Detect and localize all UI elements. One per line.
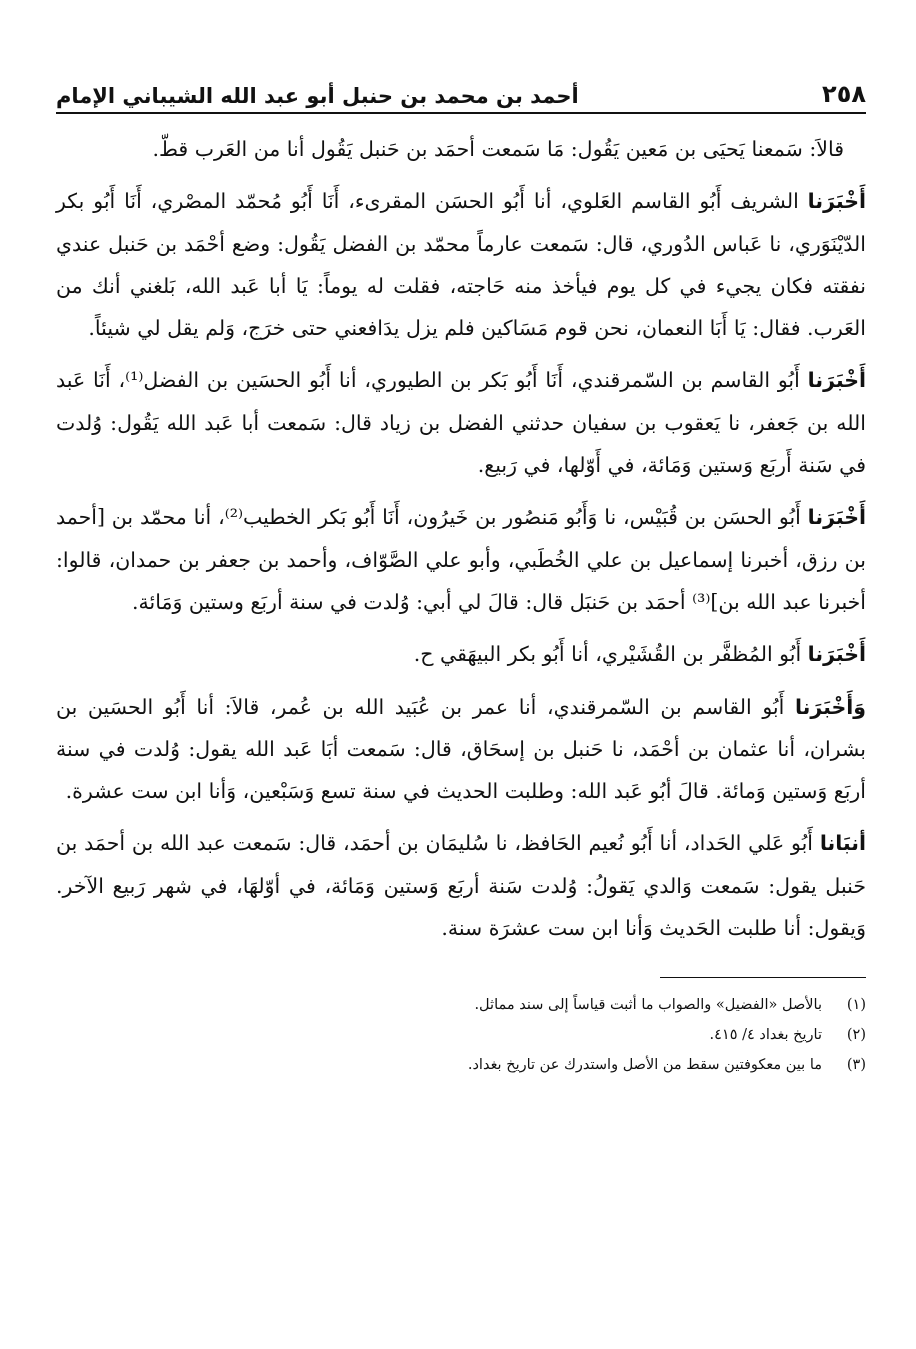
footnote	[56, 1050, 866, 1080]
paragraph-text: أَبُو القاسم بن السّمرقندي، أنا عمر بن عُبَيد الله بن عُمر، قالاَ: أنا أَبُو الحسَين بن بشران، أنا عثمان بن أحْمَد، نا حَنبل بن إسحَاق، قال: سَمعت أبَا عَبد الله يقول: وُلدت في سنة أربَع وَستين وَمائة. قالَ أبُو عَبد الله: وطلبت الحديث في سنة تسع وَسَبْعين، وَأنا ابن ست عشرة.	[56, 694, 866, 804]
footnote-number: (٣)	[846, 1057, 866, 1074]
paragraph-text: أَبُو المُظفَّر بن القُشَيْري، أنا أَبُو بكر البيهَقي ح.	[413, 642, 808, 667]
paragraph	[56, 496, 866, 623]
footnote-number: (١)	[846, 997, 866, 1014]
paragraph	[56, 180, 866, 349]
main-text	[56, 128, 866, 949]
paragraph	[56, 633, 866, 675]
footnote	[56, 990, 866, 1020]
page-header	[56, 62, 866, 114]
footnote	[56, 1020, 866, 1050]
paragraph-text: أَبُو عَلي الحَداد، أنا أَبُو نُعيم الحَافظ، نا سُليمَان بن أحمَد، قال: سَمعت عبد الله بن أحمَد بن حَنبل يقول: سَمعت وَالدي يَقولُ: وُلدت سَنة أربَع وَستين وَمَائة، في أوّلهَا، في شهر رَبيع الآخر. وَيقول: أنا طلبت الحَديث وَأنا ابن ست عشرَة سنة.	[56, 831, 866, 941]
paragraph	[56, 128, 866, 170]
footnotes	[56, 990, 866, 1080]
paragraph-lead: وَأَخْبَرَنا	[794, 694, 866, 719]
paragraph-text: أَبُو الحسَن بن قُبَيْس، نا وَأَبُو مَنصُور بن خَيرُون، أَنَا أَبُو بَكر الخطيب⁽²⁾، أنا محمّد بن [أحمد بن رزق، أخبرنا إسماعيل بن علي الخُطَبي، وأبو علي الصَّوّاف، وأحمد بن جعفر بن حمدان، قالوا: أخبرنا عبد الله بن]⁽³⁾ أحمَد بن حَنبَل قال: قالَ لي أبي: وُلدت في سنة أربَع وستين وَمَائة.	[56, 505, 866, 614]
paragraph	[56, 359, 866, 486]
paragraph-lead: أَخْبَرَنا	[807, 189, 866, 214]
paragraph-lead: أَخْبَرَنا	[807, 505, 866, 530]
paragraph-lead: أَخْبَرَنا	[807, 642, 866, 667]
paragraph	[56, 822, 866, 949]
footnote-number: (٢)	[846, 1027, 866, 1044]
paragraph	[56, 686, 866, 813]
page-number: ٢٥٨	[822, 80, 866, 108]
footnote-text: تاريخ بغداد ٤/ ٤١٥.	[709, 1027, 822, 1044]
paragraph-text: أَبُو القاسم بن السّمرقندي، أَنَا أَبُو بَكر بن الطيوري، أنا أَبُو الحسَين بن الفضل⁽¹⁾، أَنَا عَبد الله بن جَعفر، نا يَعقوب بن سفيان حدثني الفضل بن زياد قال: سَمعت أبا عَبد الله يَقُول: وُلدت في سَنة أَربَع وَستين وَمَائة، في أَوّلها، في رَبيع.	[56, 368, 866, 478]
footnote-text: ما بين معكوفتين سقط من الأصل واستدرك عن تاريخ بغداد.	[467, 1057, 822, 1074]
paragraph-text: قالاَ: سَمعنا يَحيَى بن مَعين يَقُول: مَا سَمعت أحمَد بن حَنبل يَقُول أنا من العَرب قطّ.	[152, 137, 844, 161]
paragraph-lead: أنبَانا	[819, 831, 866, 856]
paragraph-lead: أَخْبَرَنا	[807, 368, 866, 393]
footnote-text: بالأصل «الفضيل» والصواب ما أثبت قياساً إلى سند مماثل.	[474, 997, 822, 1014]
paragraph-text: الشريف أَبُو القاسم العَلوي، أنا أَبُو الحسَن المقرىء، أَنَا أَبُو مُحمّد المصْري، أَنَا أَبُو بكر الدّيْنَوَري، نا عَباس الدُوري، قال: سَمعت عارماً محمّد بن الفضل يَقُول: وضع أحْمَد بن حَنبل عندي نفقته فكان يجيء في كل يوم فيأخذ منه حَاجته، فقلت له يوماً: يَا أبا عَبد الله، بَلغني أنك من العَرب. فقال: يَا أَبَا النعمان، نحن قوم مَسَاكين فلم يزل يدَافعني حتى خرَج، وَلم يقل لي شيئاً.	[56, 189, 866, 341]
running-title: أحمد بن محمد بن حنبل أبو عبد الله الشيباني الإمام	[56, 84, 579, 108]
book-page	[56, 62, 866, 1322]
footnote-separator	[660, 977, 866, 978]
